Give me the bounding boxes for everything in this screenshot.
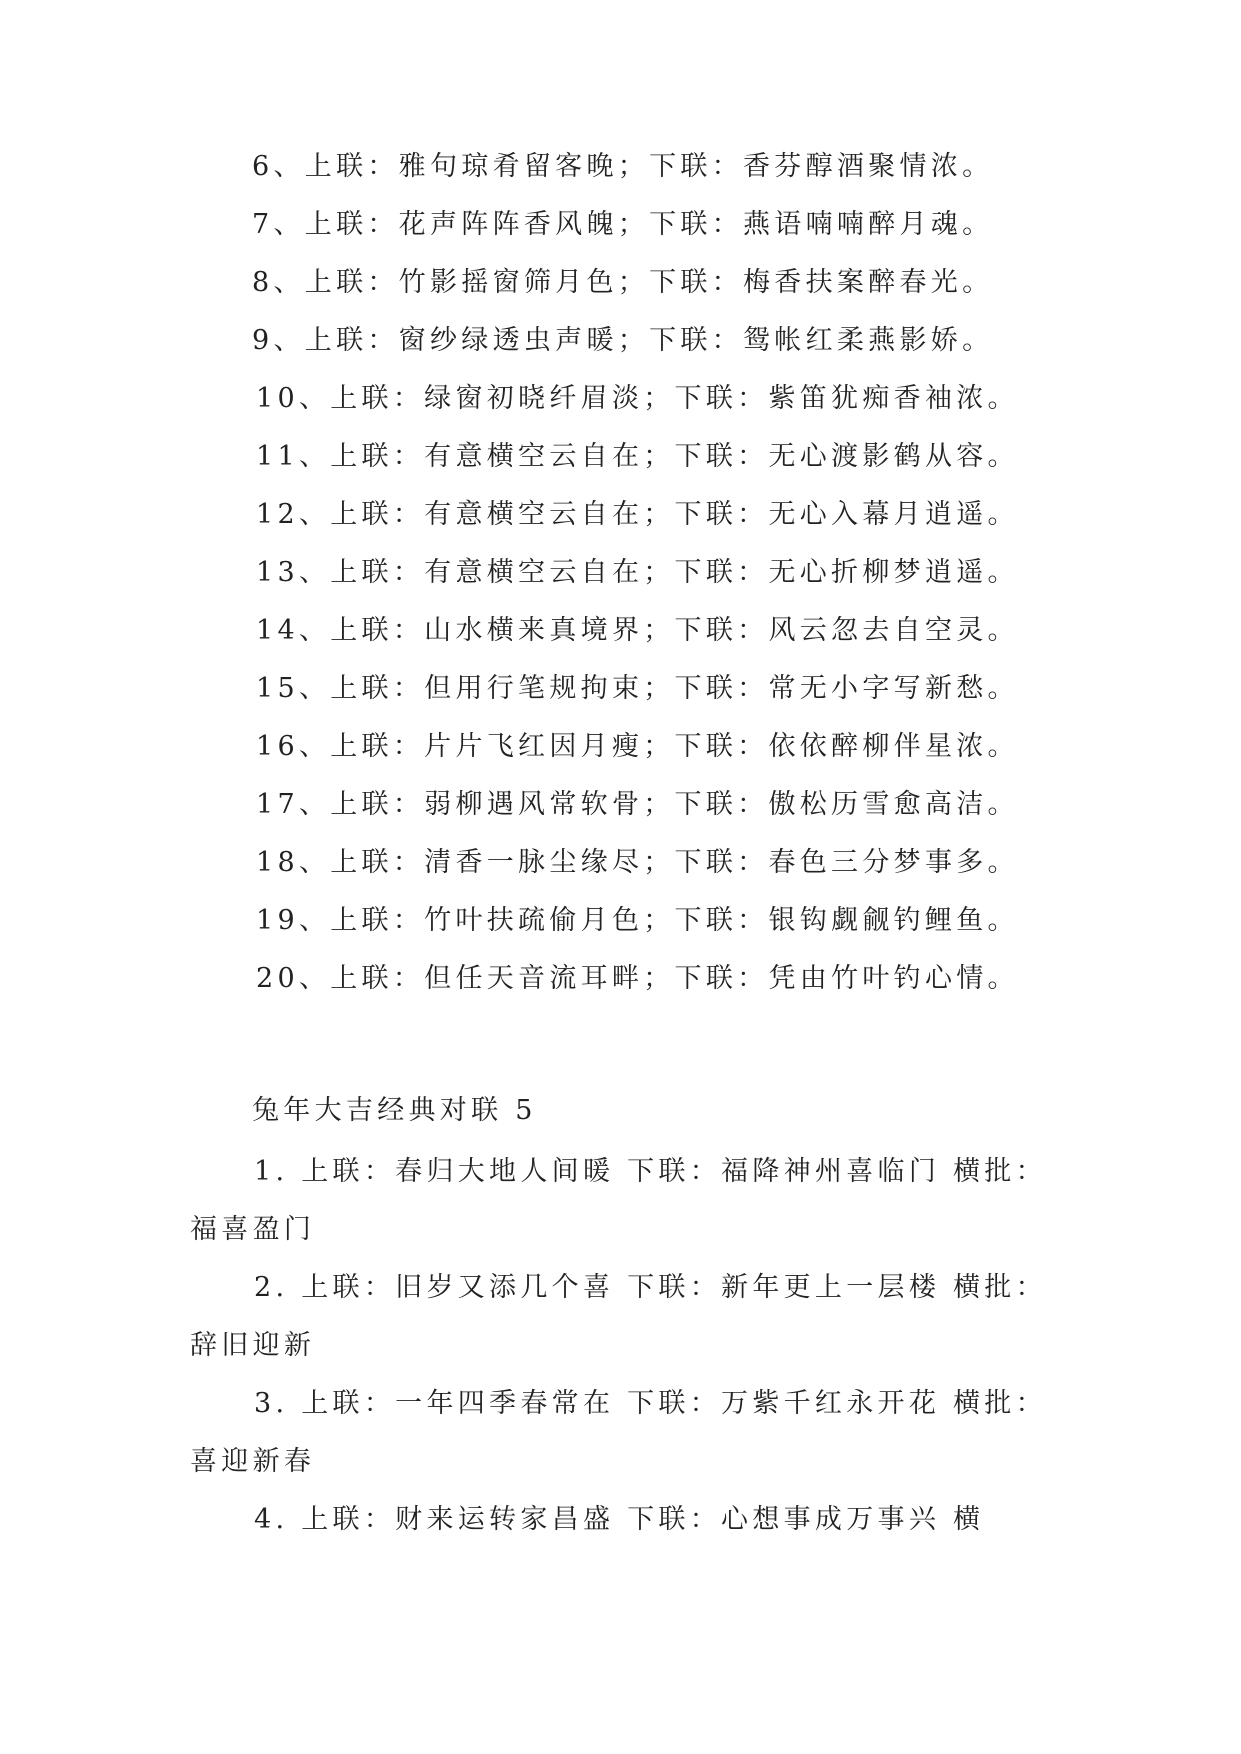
couplet-paragraph: 2. 上联：旧岁又添几个喜 下联：新年更上一层楼 横批：辞旧迎新	[190, 1272, 1047, 1361]
couplet-paragraph: 1. 上联：春归大地人间暖 下联：福降神州喜临门 横批：福喜盈门	[190, 1156, 1047, 1245]
couplet-line: 15、上联：但用行笔规拘束；下联：常无小字写新愁。	[256, 673, 1019, 704]
couplet-line: 7、上联：花声阵阵香风魄；下联：燕语喃喃醉月魂。	[252, 209, 994, 240]
couplet-line: 6、上联：雅句琼肴留客晚；下联：香芬醇酒聚情浓。	[252, 151, 994, 182]
couplet-line: 18、上联：清香一脉尘缘尽；下联：春色三分梦事多。	[256, 847, 1019, 878]
couplet-line: 8、上联：竹影摇窗筛月色；下联：梅香扶案醉春光。	[252, 267, 994, 298]
couplet-line: 10、上联：绿窗初晓纤眉淡；下联：紫笛犹痴香袖浓。	[256, 383, 1019, 414]
couplet-line: 19、上联：竹叶扶疏偷月色；下联：银钩觑觎钓鲤鱼。	[256, 905, 1019, 936]
couplet-line: 9、上联：窗纱绿透虫声暖；下联：鸳帐红柔燕影娇。	[252, 325, 994, 356]
couplet-paragraph: 4. 上联：财来运转家昌盛 下联：心想事成万事兴 横	[254, 1504, 985, 1535]
couplet-line: 16、上联：片片飞红因月瘦；下联：依依醉柳伴星浓。	[256, 731, 1019, 762]
section-title: 兔年大吉经典对联 5	[252, 1095, 537, 1126]
couplet-line: 14、上联：山水横来真境界；下联：风云忽去自空灵。	[256, 615, 1019, 646]
couplet-line: 20、上联：但任天音流耳畔；下联：凭由竹叶钓心情。	[256, 963, 1019, 994]
couplet-line: 11、上联：有意横空云自在；下联：无心渡影鹤从容。	[256, 441, 1019, 472]
couplet-line: 12、上联：有意横空云自在；下联：无心入幕月逍遥。	[256, 499, 1019, 530]
couplet-line: 13、上联：有意横空云自在；下联：无心折柳梦逍遥。	[256, 557, 1019, 588]
couplet-paragraph: 3. 上联：一年四季春常在 下联：万紫千红永开花 横批：喜迎新春	[190, 1388, 1047, 1477]
couplet-line: 17、上联：弱柳遇风常软骨；下联：傲松历雪愈高洁。	[256, 789, 1019, 820]
